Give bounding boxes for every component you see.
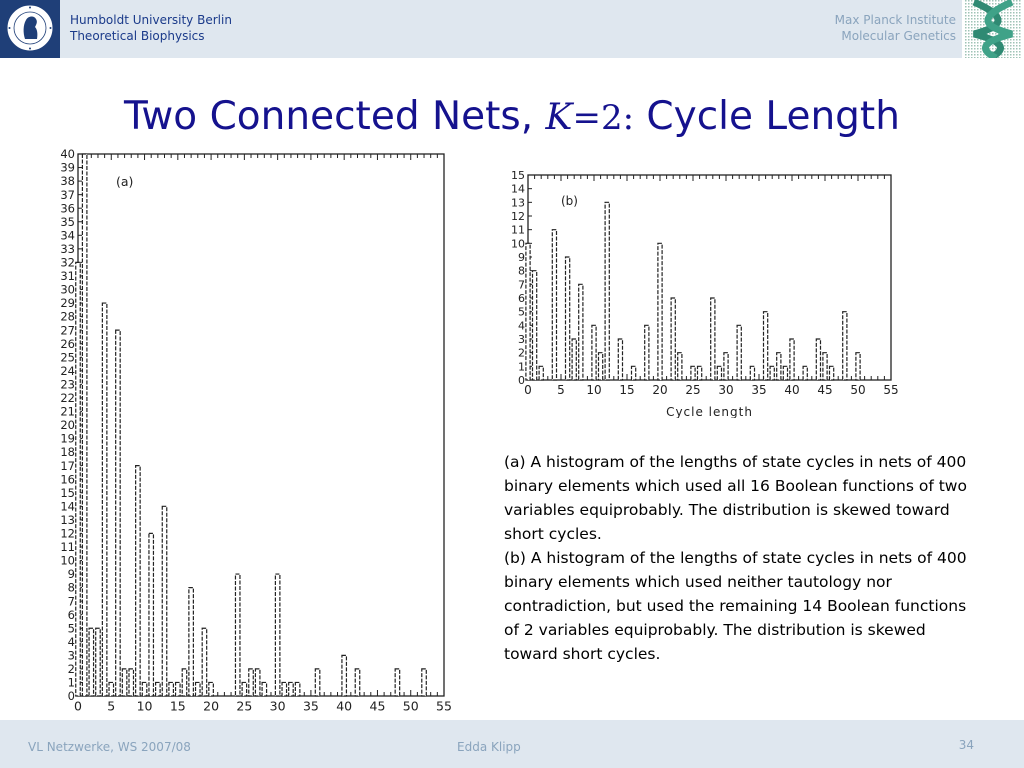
x-tick-label: 35	[302, 698, 319, 714]
institute-department: Molecular Genetics	[841, 29, 956, 43]
y-tick-label: 4	[518, 319, 525, 333]
y-tick-label: 11	[60, 540, 75, 555]
caption-b: (b) A histogram of the lengths of state cycles in nets of 400 binary elements which used neither tautology nor contradiction, but used the remaining 14 Boolean functions of 2 variables equiprobably. The distribution is skewed toward short cycles.	[504, 549, 967, 663]
histogram-bar	[102, 303, 107, 696]
y-tick-label: 1	[518, 360, 525, 374]
histogram-bar	[189, 588, 194, 696]
y-tick-label: 11	[511, 223, 525, 237]
y-tick-label: 21	[60, 404, 75, 419]
y-tick-label: 6	[518, 291, 525, 305]
x-tick-label: 45	[817, 383, 833, 397]
y-tick-label: 14	[511, 182, 525, 196]
x-axis-label: Cycle length	[666, 405, 753, 418]
x-tick-label: 30	[718, 383, 734, 397]
y-tick-label: 30	[60, 282, 75, 297]
header-bar	[0, 0, 1024, 58]
histogram-bar	[803, 366, 807, 380]
y-tick-label: 7	[518, 278, 525, 292]
histogram-bar	[770, 366, 774, 380]
histogram-bar	[355, 669, 360, 696]
histogram-bar	[209, 682, 214, 696]
y-tick-label: 5	[518, 305, 525, 319]
x-tick-label: 20	[203, 698, 220, 714]
y-tick-label: 10	[511, 237, 525, 251]
y-tick-label: 15	[511, 168, 525, 182]
x-tick-label: 20	[652, 383, 668, 397]
histogram-bar	[645, 325, 649, 380]
histogram-bar	[856, 353, 860, 380]
y-tick-label: 34	[60, 228, 75, 243]
x-tick-label: 0	[524, 383, 532, 397]
histogram-bar	[618, 339, 622, 380]
x-tick-label: 35	[751, 383, 767, 397]
y-tick-label: 19	[60, 431, 75, 446]
x-tick-label: 55	[883, 383, 899, 397]
panel-label: (b)	[561, 194, 578, 208]
histogram-bar	[182, 669, 187, 696]
histogram-bar	[533, 271, 537, 380]
university-name: Humboldt University Berlin	[70, 13, 232, 27]
histogram-bar	[255, 669, 260, 696]
histogram-bar	[289, 682, 294, 696]
histogram-bar	[816, 339, 820, 380]
y-tick-label: 22	[60, 391, 75, 406]
histogram-bar	[76, 262, 81, 696]
y-tick-label: 39	[60, 160, 75, 175]
x-tick-label: 50	[402, 698, 419, 714]
histogram-bar	[572, 339, 576, 380]
y-tick-label: 10	[60, 553, 75, 568]
histogram-bar	[235, 574, 240, 696]
caption-a: (a) A histogram of the lengths of state cycles in nets of 400 binary elements which used all 16 Boolean functions of two variables equiprobably. The distribution is skewed toward short cycles.	[504, 453, 967, 543]
y-tick-label: 24	[60, 363, 75, 378]
histogram-bar	[711, 298, 715, 380]
histogram-bar	[156, 682, 161, 696]
plot-frame	[78, 154, 444, 696]
y-tick-label: 8	[518, 264, 525, 278]
title-k-value: =2:	[572, 98, 635, 138]
y-tick-label: 18	[60, 445, 75, 460]
y-tick-label: 33	[60, 241, 75, 256]
y-tick-label: 8	[67, 580, 75, 595]
histogram-bar	[202, 628, 207, 696]
histogram-bar	[169, 682, 174, 696]
y-tick-label: 4	[67, 634, 75, 649]
x-tick-label: 45	[369, 698, 386, 714]
x-tick-label: 15	[619, 383, 635, 397]
histogram-bar	[96, 628, 101, 696]
histogram-bar	[89, 628, 94, 696]
y-tick-label: 20	[60, 418, 75, 433]
x-tick-label: 15	[169, 698, 186, 714]
histogram-bar	[632, 366, 636, 380]
y-tick-label: 13	[511, 196, 525, 210]
histogram-bar	[750, 366, 754, 380]
histogram-bar	[295, 682, 300, 696]
histogram-bar	[717, 366, 721, 380]
histogram-bar	[698, 366, 702, 380]
histogram-bar	[737, 325, 741, 380]
histogram-bar	[162, 506, 167, 696]
y-tick-label: 9	[518, 250, 525, 264]
y-tick-label: 15	[60, 485, 75, 500]
histogram-bar	[579, 284, 583, 380]
title-prefix: Two Connected Nets,	[124, 94, 546, 139]
histogram-bar	[395, 669, 400, 696]
university-seal-icon	[5, 3, 55, 53]
histogram-bar	[783, 366, 787, 380]
histogram-bar	[764, 312, 768, 380]
histogram-bar	[830, 366, 834, 380]
histogram-bar	[671, 298, 675, 380]
max-planck-logo	[962, 0, 1024, 58]
y-tick-label: 12	[60, 526, 75, 541]
y-tick-label: 2	[518, 346, 525, 360]
department-name: Theoretical Biophysics	[70, 29, 205, 43]
histogram-bar	[422, 669, 427, 696]
y-tick-label: 12	[511, 209, 525, 223]
title-k-symbol: K	[545, 97, 573, 138]
slide-title	[0, 92, 1024, 143]
y-tick-label: 29	[60, 296, 75, 311]
histogram-bar	[658, 243, 662, 380]
y-tick-label: 0	[518, 373, 525, 387]
histogram-bar	[122, 669, 127, 696]
university-affiliation	[70, 12, 232, 44]
x-tick-label: 25	[236, 698, 253, 714]
y-tick-label: 32	[60, 255, 75, 270]
course-label: VL Netzwerke, WS 2007/08	[28, 740, 191, 754]
histogram-bar	[552, 230, 556, 380]
histogram-bar	[196, 682, 201, 696]
title-suffix: Cycle Length	[634, 94, 900, 139]
page-number: 34	[958, 738, 974, 752]
y-tick-label: 25	[60, 350, 75, 365]
histogram-bar	[149, 533, 154, 696]
y-tick-label: 38	[60, 174, 75, 189]
histogram-bar	[678, 353, 682, 380]
x-tick-label: 5	[107, 698, 116, 714]
y-tick-label: 35	[60, 214, 75, 229]
y-tick-label: 5	[67, 621, 75, 636]
author-label: Edda Klipp	[457, 740, 521, 754]
histogram-bar	[691, 366, 695, 380]
histogram-bar	[592, 325, 596, 380]
histogram-bar	[249, 669, 254, 696]
histogram-bar	[539, 366, 543, 380]
histogram-bar	[136, 466, 141, 696]
histogram-bar	[724, 353, 728, 380]
histogram-bar	[129, 669, 134, 696]
histogram-bar	[843, 312, 847, 380]
x-tick-label: 25	[685, 383, 701, 397]
histogram-bar	[275, 574, 280, 696]
histogram-bar	[142, 682, 147, 696]
x-tick-label: 50	[850, 383, 866, 397]
histogram-a	[48, 146, 468, 716]
histogram-bar	[605, 202, 609, 380]
y-tick-label: 40	[60, 147, 75, 162]
institute-name: Max Planck Institute	[834, 13, 956, 27]
y-tick-label: 23	[60, 377, 75, 392]
histogram-bar	[282, 682, 287, 696]
y-tick-label: 26	[60, 336, 75, 351]
y-tick-label: 16	[60, 472, 75, 487]
histogram-bar	[790, 339, 794, 380]
y-tick-label: 17	[60, 458, 75, 473]
histogram-bar	[116, 330, 121, 696]
figure-caption	[504, 450, 974, 666]
x-tick-label: 55	[436, 698, 452, 714]
histogram-bar	[315, 669, 320, 696]
histogram-bar	[777, 353, 781, 380]
histogram-bar	[342, 655, 347, 696]
y-tick-label: 9	[67, 567, 75, 582]
histogram-bar	[599, 353, 603, 380]
histogram-bar	[566, 257, 570, 380]
histogram-bar	[823, 353, 827, 380]
x-tick-label: 40	[784, 383, 800, 397]
y-tick-label: 3	[67, 648, 75, 663]
institute-affiliation	[835, 12, 956, 44]
y-tick-label: 7	[67, 594, 75, 609]
x-tick-label: 40	[336, 698, 353, 714]
histogram-b	[506, 166, 912, 418]
y-tick-label: 0	[67, 689, 75, 704]
humboldt-university-logo	[0, 0, 60, 58]
y-tick-label: 14	[60, 499, 75, 514]
histogram-bar	[82, 154, 87, 696]
panel-label: (a)	[116, 174, 134, 189]
dna-helix-icon	[962, 0, 1024, 58]
y-tick-label: 27	[60, 323, 75, 338]
histogram-bar	[176, 682, 181, 696]
histogram-bar	[109, 682, 114, 696]
y-tick-label: 13	[60, 512, 75, 527]
y-tick-label: 37	[60, 187, 75, 202]
y-tick-label: 2	[67, 662, 75, 677]
histogram-bar	[242, 682, 247, 696]
y-tick-label: 28	[60, 309, 75, 324]
histogram-bar	[262, 682, 267, 696]
x-tick-label: 10	[136, 698, 153, 714]
y-tick-label: 1	[67, 675, 75, 690]
x-tick-label: 0	[74, 698, 82, 714]
x-tick-label: 5	[557, 383, 565, 397]
y-tick-label: 31	[60, 269, 75, 284]
y-tick-label: 6	[67, 607, 75, 622]
y-tick-label: 3	[518, 332, 525, 346]
x-tick-label: 10	[586, 383, 602, 397]
histogram-bar	[526, 243, 530, 380]
y-tick-label: 36	[60, 201, 75, 216]
x-tick-label: 30	[269, 698, 286, 714]
footer-bar	[0, 720, 1024, 768]
